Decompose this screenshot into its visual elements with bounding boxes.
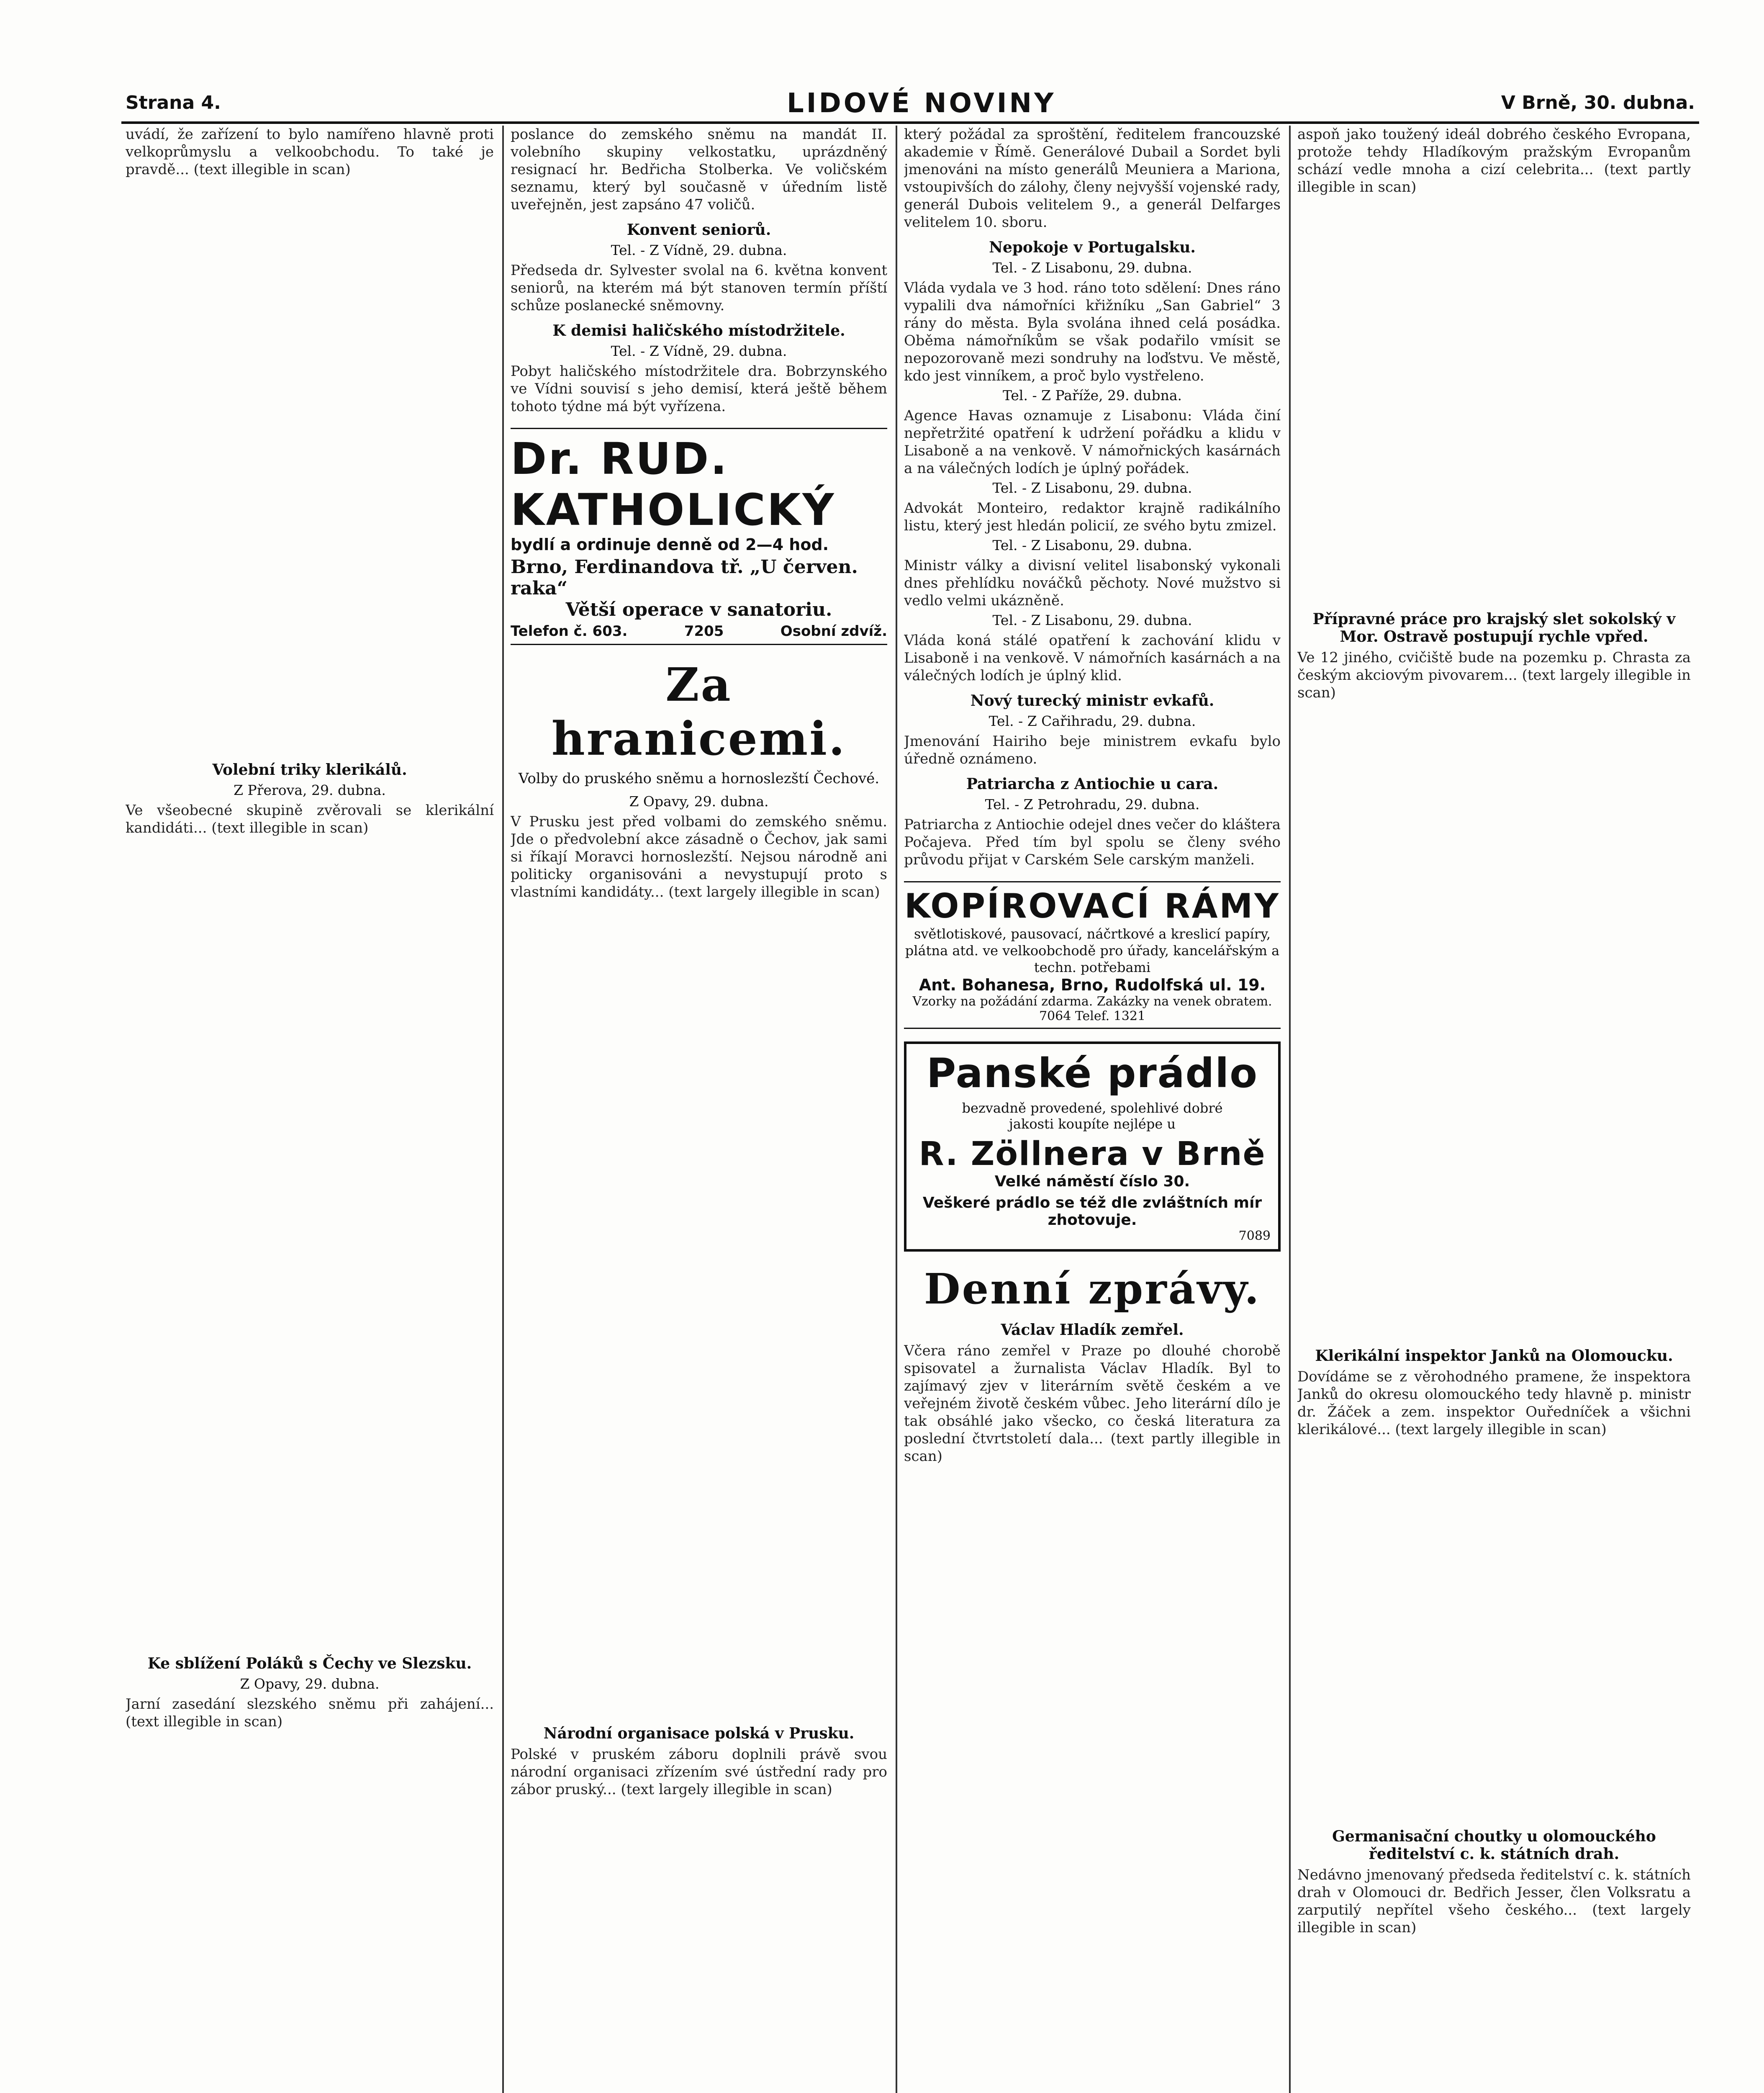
- ad-operations: Větší operace v sanatoriu.: [565, 599, 832, 620]
- article-heading: Přípravné práce pro krajský slet sokolský v Mor. Ostravě postupují rychle vpřed.: [1312, 610, 1676, 645]
- article-text: Ministr války a divisní velitel lisabonský vykonali dnes přehlídku nováčků pěchoty. Nové mužstvo si vedlo velmi ukázněně.: [904, 557, 1281, 609]
- dateline: Tel. - Z Lisabonu, 29. dubna.: [992, 612, 1192, 628]
- article-text: Ve 12 jiného, cvičiště bude na pozemku p. Chrasta za českým akciovým pivovarem... (text largely illegible in scan): [1297, 649, 1691, 701]
- article-heading: Národní organisace polská v Prusku.: [543, 1725, 855, 1742]
- article-text: V Prusku jest před volbami do zemského sněmu. Jde o předvolební akce zásadně o Čechov, jak sami si říkají Moravci hornoslezští. Nejsou národně ani politicky organisováni a nevystupují proto s vlastními kandidáty... (text largely illegible in scan): [511, 813, 887, 900]
- article-text: Vláda vydala ve 3 hod. ráno toto sdělení: Dnes ráno vypalili dva námořníci křižníku „San Gabriel“ 3 rány do města. Byla svolána ihned celá posádka. Oběma námořníkům se však podařilo vmísit se nepozorovaně mezi sondruhy na loďstvu. Ve městě, kdo jest vinníkem, a proč bylo vystřeleno.: [904, 280, 1281, 384]
- issue-date: V Brně, 30. dubna.: [1501, 92, 1695, 113]
- dateline: Tel. - Z Lisabonu, 29. dubna.: [992, 480, 1192, 496]
- ad-number: 7089: [1238, 1229, 1271, 1243]
- dateline: Tel. - Z Petrohradu, 29. dubna.: [985, 796, 1200, 813]
- section-heading: Za hranicemi.: [551, 658, 847, 766]
- article-heading: Germanisační choutky u olomouckého ředitelství c. k. státních drah.: [1332, 1828, 1656, 1863]
- article-text: Advokát Monteiro, redaktor krajně radikálního listu, který jest hledán policií, ze svého bytu zmizel.: [904, 500, 1281, 534]
- dateline: Z Opavy, 29. dubna.: [240, 1676, 380, 1692]
- ad-address: Velké náměstí číslo 30.: [994, 1173, 1190, 1190]
- masthead-title: LIDOVÉ NOVINY: [787, 88, 1056, 119]
- ad-phone: Telefon č. 603.: [511, 623, 628, 640]
- ad-number: 7205: [684, 623, 724, 640]
- article-text: Předseda dr. Sylvester svolal na 6. května konvent seniorů, na kterém má být stanoven termín příští schůze poslanecké sněmovny.: [511, 262, 887, 314]
- ad-hours: bydlí a ordinuje denně od 2—4 hod.: [511, 535, 829, 554]
- ad-footer: Vzorky na požádání zdarma. Zakázky na venek obratem. 7064 Telef. 1321: [912, 994, 1272, 1023]
- ad-footer: Veškeré prádlo se též dle zvláštních mír zhotovuje.: [922, 1194, 1262, 1229]
- header-rule: [121, 121, 1699, 124]
- article-heading: Patriarcha z Antiochie u cara.: [966, 775, 1219, 793]
- dateline: Tel. - Z Paříže, 29. dubna.: [1002, 387, 1182, 404]
- column-3: [904, 126, 1281, 2093]
- dateline: Tel. - Z Vídně, 29. dubna.: [611, 343, 787, 359]
- ad-address: Brno, Ferdinandova tř. „U červen. raka“: [511, 556, 858, 599]
- dateline: Tel. - Z Lisabonu, 29. dubna.: [992, 260, 1192, 276]
- article-text: Včera ráno zemřel v Praze po dlouhé chorobě spisovatel a žurnalista Václav Hladík. Byl to zajímavý zjev v literárním světě českém a ve veřejném životě českém vůbec. Jeho literární dílo je tak obsáhlé jako všecko, co česká literatura za poslední čtvrtstoletí dala... (text partly illegible in scan): [904, 1342, 1281, 1465]
- article-text: Pobyt haličského místodržitele dra. Bobrzynského ve Vídni souvisí s jeho demisí, která ještě během tohoto týdne má být vyřízena.: [511, 363, 887, 415]
- article-heading: Klerikální inspektor Janků na Olomoucku.: [1315, 1347, 1673, 1365]
- page-number: Strana 4.: [126, 92, 221, 113]
- article-text: Jarní zasedání slezského sněmu při zahájení... (text illegible in scan): [126, 1696, 494, 1730]
- page-header: [126, 88, 1695, 121]
- article-text: Agence Havas oznamuje z Lisabonu: Vláda činí nepřetržité opatření k udržení pořádku a klidu v Lisaboně a na venkově. V námořnických kasárnách a na válečných lodích je úplný pořádek.: [904, 407, 1281, 477]
- article-heading: Václav Hladík zemřel.: [1001, 1321, 1184, 1339]
- dateline: Tel. - Z Vídně, 29. dubna.: [611, 242, 787, 258]
- article-heading: Nový turecký ministr evkafů.: [970, 692, 1215, 710]
- advertisement-katholicky: [511, 428, 887, 645]
- article-text: poslance do zemského sněmu na mandát II. volebního skupiny velkostatku, uprázdněný resignací hr. Bedřicha Stolberka. Ve voličském seznamu, který byl současně v úředním listě uveřejněn, jest zapsáno 47 voličů.: [511, 126, 887, 213]
- article-text: Dovídáme se z věrohodného pramene, že inspektora Janků do okresu olomouckého tedy hlavně p. ministr dr. Žáček a zem. inspektor Ouředníček a všichni klerikálové... (text largely illegible in scan): [1297, 1368, 1691, 1438]
- article-heading: Konvent seniorů.: [627, 221, 771, 239]
- article-text: aspoň jako toužený ideál dobrého českého Evropana, protože tehdy Hladíkovým pražským Evropanům schází vedle mnoha a cizí celebrita... (text partly illegible in scan): [1297, 126, 1691, 195]
- article-text: uvádí, že zařízení to bylo namířeno hlavně proti velkoprůmyslu a velkoobchodu. To také je pravdě... (text illegible in scan): [126, 126, 494, 178]
- article-heading: Volební triky klerikálů.: [212, 761, 407, 779]
- dateline: Z Přerova, 29. dubna.: [234, 782, 386, 798]
- column-divider: [896, 126, 897, 2093]
- column-1: [126, 126, 494, 2093]
- column-divider: [1289, 126, 1291, 2093]
- ad-title: Panské prádlo: [926, 1050, 1258, 1097]
- ad-title: KOPÍROVACÍ RÁMY: [904, 887, 1281, 926]
- article-heading: Nepokoje v Portugalsku.: [989, 239, 1196, 256]
- article-text: který požádal za sproštění, ředitelem francouzské akademie v Římě. Generálové Dubail a Sordet byli jmenováni na místo generálů Meuniera a Mariona, vstoupivších do zálohy, členy nejvyšší vojenské rady, generál Dubois velitelem 9., a generál Delfarges velitelem 10. sboru.: [904, 126, 1281, 231]
- advertisement-kopirovaci-ramy: [904, 881, 1281, 1029]
- section-heading: Denní zprávy.: [924, 1264, 1261, 1314]
- ad-subtitle: bezvadně provedené, spolehlivé dobré jakosti koupíte nejlépe u: [962, 1100, 1223, 1132]
- article-heading: Volby do pruského sněmu a hornoslezští Čechové.: [518, 770, 880, 787]
- ad-elevator: Osobní zdvíž.: [780, 623, 887, 640]
- article-text: Jmenování Hairiho beje ministrem evkafu bylo úředně oznámeno.: [904, 733, 1281, 767]
- article-heading: K demisi haličského místodržitele.: [552, 322, 845, 339]
- column-divider: [502, 126, 504, 2093]
- column-4: [1297, 126, 1691, 2093]
- advertisement-panske-pradlo: [904, 1041, 1281, 1252]
- article-text: Ve všeobecné skupině zvěrovali se klerikální kandidáti... (text illegible in scan): [126, 802, 494, 836]
- article-heading: Ke sblížení Poláků s Čechy ve Slezsku.: [147, 1655, 472, 1672]
- dateline: Tel. - Z Lisabonu, 29. dubna.: [992, 537, 1192, 553]
- article-text: Polské v pruském záboru doplnili právě svou národní organisaci zřízením své ústřední rady pro zábor pruský... (text largely illegible in scan): [511, 1746, 887, 1798]
- ad-name: Dr. RUD. KATHOLICKÝ: [511, 433, 836, 535]
- ad-description: světlotiskové, pausovací, náčrtkové a kreslicí papíry, plátna atd. ve velkoobchodě pro úřady, kancelářským a techn. potřebami: [905, 926, 1280, 975]
- article-text: Vláda koná stálé opatření k zachování klidu v Lisaboně i na venkově. V námořních kasárnách a na válečných lodích je úplný klid.: [904, 632, 1281, 684]
- dateline: Tel. - Z Cařihradu, 29. dubna.: [989, 713, 1196, 729]
- article-text: Nedávno jmenovaný předseda ředitelství c. k. státních drah v Olomouci dr. Bedřich Jesser, člen Volksratu a zarputilý nepřítel všeho českého... (text largely illegible in scan): [1297, 1867, 1691, 1936]
- column-2: [511, 126, 887, 2093]
- ad-firm: R. Zöllnera v Brně: [919, 1135, 1266, 1173]
- ad-firm: Ant. Bohanesa, Brno, Rudolfská ul. 19.: [919, 976, 1266, 994]
- ad-contact-row: [511, 623, 887, 640]
- dateline: Z Opavy, 29. dubna.: [629, 793, 769, 810]
- article-text: Patriarcha z Antiochie odejel dnes večer do kláštera Počajeva. Před tím byl spolu se členy svého průvodu přijat v Carském Sele carským manželi.: [904, 816, 1281, 868]
